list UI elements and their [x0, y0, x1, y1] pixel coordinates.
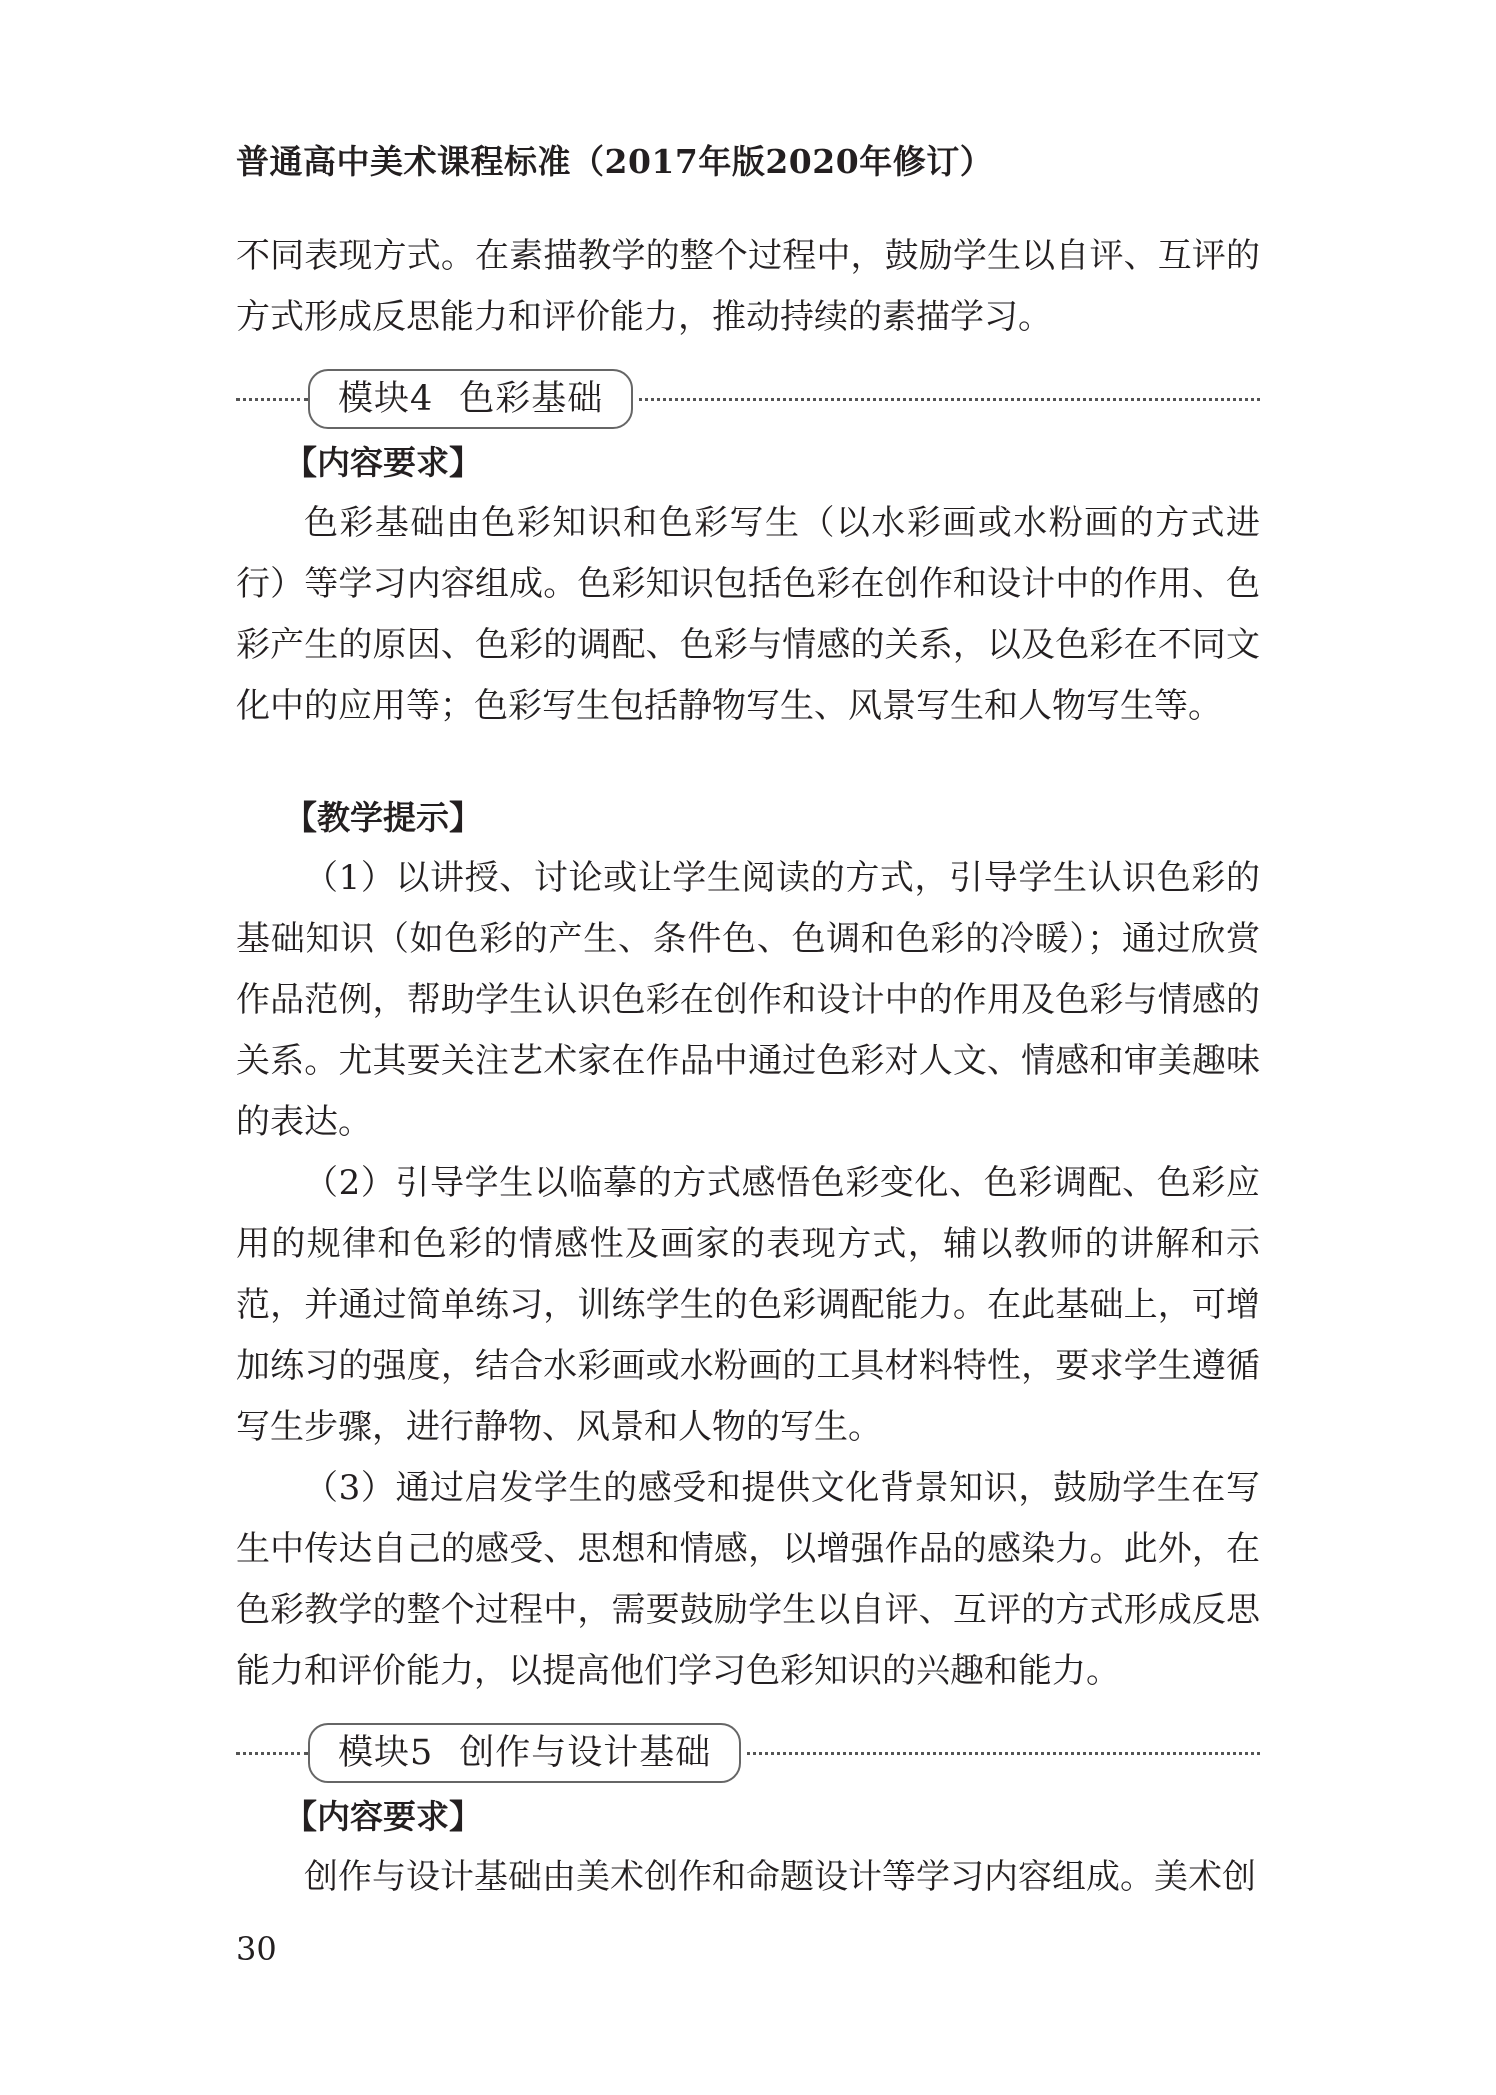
module-5-content-paragraph: 创作与设计基础由美术创作和命题设计等学习内容组成。美术创 [304, 1857, 1256, 1897]
dotted-rule-right [639, 398, 1260, 401]
dotted-rule-right [747, 1752, 1260, 1755]
module-5-name: 创作与设计基础 [459, 1733, 712, 1773]
teaching-tip-2: （2）引导学生以临摹的方式感悟色彩变化、色彩调配、色彩应用的规律和色彩的情感性及画家的表现方式，辅以教师的讲解和示范，并通过简单练习，训练学生的色彩调配能力。在此基础上，可增加练习的强度，结合水彩画或水粉画的工具材料特性，要求学生遵循写生步骤，进行静物、风景和人物的写生。 [236, 1163, 1260, 1447]
module-5-content-heading: 【内容要求】 [284, 1797, 482, 1836]
module-4-content-paragraph: 色彩基础由色彩知识和色彩写生（以水彩画或水粉画的方式进行）等学习内容组成。色彩知识包括色彩在创作和设计中的作用、色彩产生的原因、色彩的调配、色彩与情感的关系，以及色彩在不同文化中的应用等；色彩写生包括静物写生、风景写生和人物写生等。 [236, 503, 1260, 726]
module-5-badge [308, 1723, 741, 1783]
module-5-heading [236, 1720, 1260, 1786]
running-header: 普通高中美术课程标准（2017年版2020年修订） [236, 142, 994, 181]
teaching-tip-3: （3）通过启发学生的感受和提供文化背景知识，鼓励学生在写生中传达自己的感受、思想和情感，以增强作品的感染力。此外，在色彩教学的整个过程中，需要鼓励学生以自评、互评的方式形成反思能力和评价能力，以提高他们学习色彩知识的兴趣和能力。 [236, 1468, 1260, 1691]
dotted-rule-left [236, 1752, 308, 1755]
page-number: 30 [236, 1930, 277, 1968]
module-5-number: 模块5 [338, 1733, 434, 1773]
module-4-name: 色彩基础 [459, 379, 604, 419]
intro-paragraph: 不同表现方式。在素描教学的整个过程中，鼓励学生以自评、互评的方式形成反思能力和评价能力，推动持续的素描学习。 [236, 236, 1260, 337]
page-content [236, 226, 1260, 1908]
teaching-tip-1: （1）以讲授、讨论或让学生阅读的方式，引导学生认识色彩的基础知识（如色彩的产生、条件色、色调和色彩的冷暖）；通过欣赏作品范例，帮助学生认识色彩在创作和设计中的作用及色彩与情感的关系。尤其要关注艺术家在作品中通过色彩对人文、情感和审美趣味的表达。 [236, 858, 1260, 1142]
module-4-heading [236, 366, 1260, 432]
module-4-teaching-heading: 【教学提示】 [284, 798, 482, 837]
module-4-content-heading: 【内容要求】 [284, 443, 482, 482]
module-4-number: 模块4 [338, 379, 434, 419]
module-4-badge [308, 369, 633, 429]
dotted-rule-left [236, 398, 308, 401]
